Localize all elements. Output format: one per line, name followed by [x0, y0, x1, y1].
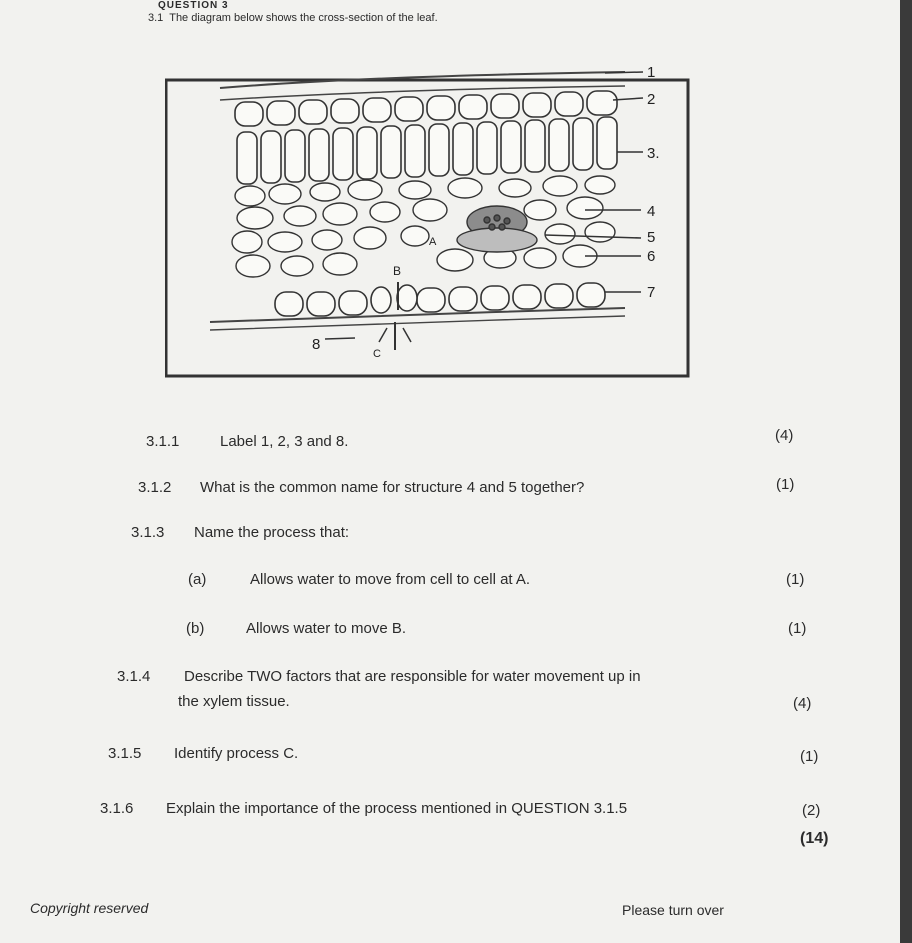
label-8: 8: [312, 336, 321, 353]
intro-number: 3.1: [148, 12, 164, 24]
question-text-3-1-5: Identify process C.: [174, 745, 299, 762]
label-b: B: [393, 264, 402, 278]
guard-cell-right: [397, 285, 417, 311]
label-5: 5: [647, 229, 656, 246]
question-text-3-1-3b: Allows water to move B.: [246, 620, 407, 637]
intro-text: The diagram below shows the cross-section of the leaf.: [169, 12, 438, 24]
question-num-3-1-2: 3.1.2: [138, 479, 172, 496]
total-marks: (14): [800, 830, 829, 847]
marks-3-1-3b: (1): [788, 620, 807, 637]
question-text-3-1-4-cont: the xylem tissue.: [178, 693, 290, 710]
question-text-3-1-6: Explain the importance of the process mentioned in QUESTION 3.1.5: [166, 800, 628, 817]
question-num-3-1-4: 3.1.4: [117, 668, 151, 685]
intro-line: [148, 12, 438, 24]
question-num-3-1-5: 3.1.5: [108, 745, 142, 762]
guard-cell-left: [371, 287, 391, 313]
question-text-3-1-1: Label 1, 2, 3 and 8.: [220, 433, 349, 450]
label-6: 6: [647, 248, 656, 265]
question-num-3-1-3a: (a): [188, 571, 207, 588]
question-text-3-1-2: What is the common name for structure 4 and 5 together?: [200, 479, 585, 496]
marks-3-1-3a: (1): [786, 571, 805, 588]
label-c: C: [373, 348, 381, 360]
label-2: 2: [647, 91, 656, 108]
footer-copyright: Copyright reserved: [30, 900, 149, 916]
label-a: A: [429, 236, 437, 248]
label-4: 4: [647, 203, 656, 220]
question-num-3-1-3: 3.1.3: [131, 524, 165, 541]
marks-3-1-1: (4): [775, 427, 794, 444]
question-num-3-1-1: 3.1.1: [146, 433, 180, 450]
marks-3-1-5: (1): [800, 748, 819, 765]
label-7: 7: [647, 284, 656, 301]
palisade-layer: [237, 117, 617, 184]
marks-3-1-4: (4): [793, 695, 812, 712]
lower-cuticle: [210, 308, 625, 322]
spongy-mesophyll: [232, 176, 615, 277]
question-num-3-1-3b: (b): [186, 620, 205, 637]
footer-turn-over: Please turn over: [622, 902, 724, 918]
marks-3-1-2: (1): [776, 476, 795, 493]
leaf-cross-section-diagram: [165, 60, 690, 378]
label-1: 1: [647, 64, 656, 81]
question-num-3-1-6: 3.1.6: [100, 800, 134, 817]
label-3: 3.: [647, 145, 660, 162]
question-text-3-1-3: Name the process that:: [194, 524, 350, 541]
marks-3-1-6: (2): [802, 802, 821, 819]
question-heading: QUESTION 3: [158, 0, 229, 11]
page-edge-shadow: [900, 0, 912, 943]
question-text-3-1-4: Describe TWO factors that are responsible for water movement up in: [184, 668, 641, 685]
question-text-3-1-3a: Allows water to move from cell to cell at A.: [250, 571, 531, 588]
